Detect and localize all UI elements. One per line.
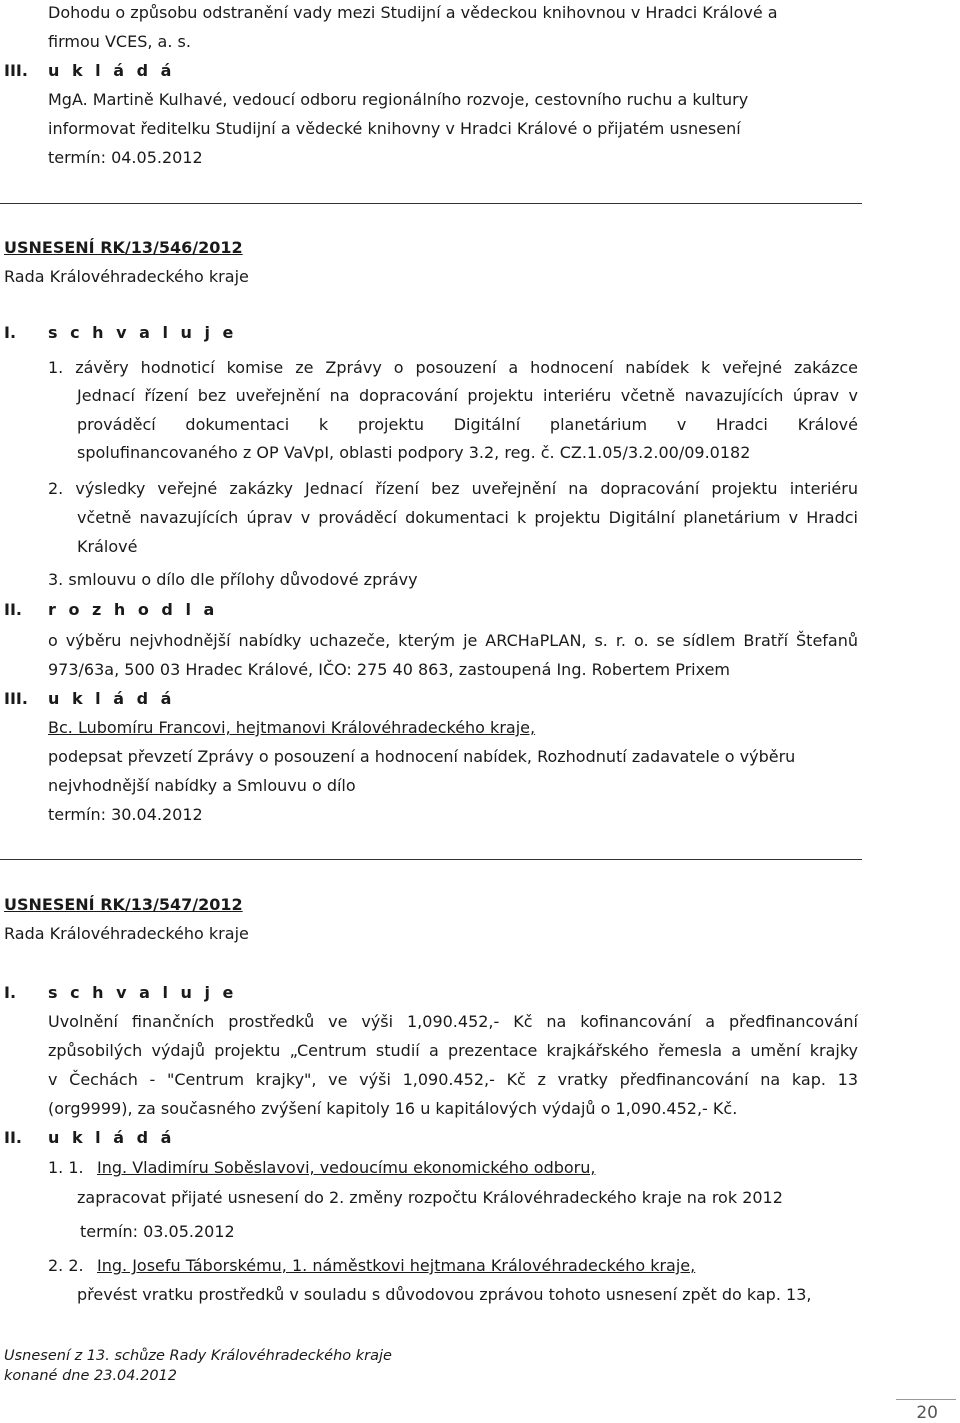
section-number: II. (4, 1128, 22, 1147)
text-line: Dohodu o způsobu odstranění vady mezi Studijní a vědeckou knihovnou v Hradci Králové a (48, 3, 778, 22)
page-number: 20 (916, 1403, 938, 1423)
section-verb: s c h v a l u j e (48, 323, 237, 342)
section-verb: u k l á d á (48, 61, 175, 80)
footer-line: konané dne 23.04.2012 (4, 1368, 178, 1384)
text-line: firmou VCES, a. s. (48, 32, 191, 51)
deadline: termín: 04.05.2012 (48, 148, 203, 167)
list-item-line: prováděcí dokumentaci k projektu Digitální planetárium v Hradci Králové (77, 415, 858, 434)
section-number: II. (4, 600, 22, 619)
resolution-body: Rada Královéhradeckého kraje (4, 267, 249, 286)
text-line: v Čechách - "Centrum krajky", ve výši 1,090.452,- Kč z vratky předfinancování na kap. 13 (48, 1070, 858, 1089)
resolution-heading: USNESENÍ RK/13/546/2012 (4, 238, 243, 257)
section-number: III. (4, 689, 28, 708)
list-item-line: Králové (77, 537, 138, 556)
section-verb: r o z h o d l a (48, 600, 218, 619)
section-verb: u k l á d á (48, 1128, 175, 1147)
assignee: Ing. Josefu Táborskému, 1. náměstkovi hejtmana Královéhradeckého kraje, (97, 1256, 696, 1275)
section-number: III. (4, 61, 28, 80)
list-item: 3. smlouvu o dílo dle přílohy důvodové zprávy (48, 570, 418, 589)
text-line: informovat ředitelku Studijní a vědecké knihovny v Hradci Králové o přijatém usnesení (48, 119, 741, 138)
page-number-rule (896, 1399, 956, 1400)
divider (0, 203, 862, 204)
list-item-line: včetně navazujících úprav v prováděcí dokumentaci k projektu Digitální planetárium v Hradci (77, 508, 858, 527)
text-line: 973/63a, 500 03 Hradec Králové, IČO: 275 40 863, zastoupená Ing. Robertem Prixem (48, 660, 730, 679)
list-number: 1. 1. (48, 1158, 84, 1177)
divider (0, 859, 862, 860)
section-number: I. (4, 323, 17, 342)
text-line: převést vratku prostředků v souladu s důvodovou zprávou tohoto usnesení zpět do kap. 13, (77, 1285, 812, 1304)
section-number: I. (4, 983, 17, 1002)
assignee: Ing. Vladimíru Soběslavovi, vedoucímu ekonomického odboru, (97, 1158, 596, 1177)
resolution-heading: USNESENÍ RK/13/547/2012 (4, 895, 243, 914)
list-item: 2. výsledky veřejné zakázky Jednací řízení bez uveřejnění na dopracování projektu interiéru (48, 479, 858, 498)
list-item-line: spolufinancovaného z OP VaVpI, oblasti podpory 3.2, reg. č. CZ.1.05/3.2.00/09.0182 (77, 443, 751, 462)
list-item: 1. závěry hodnoticí komise ze Zprávy o posouzení a hodnocení nabídek k veřejné zakázce (48, 358, 858, 377)
text-line: zapracovat přijaté usnesení do 2. změny rozpočtu Královéhradeckého kraje na rok 2012 (77, 1188, 783, 1207)
list-item-line: Jednací řízení bez uveřejnění na dopracování projektu interiéru včetně navazujících úprav v (77, 386, 858, 405)
footer-line: Usnesení z 13. schůze Rady Královéhradeckého kraje (4, 1348, 392, 1364)
text-line: (org9999), za současného zvýšení kapitoly 16 u kapitálových výdajů o 1,090.452,- Kč. (48, 1099, 738, 1118)
text-line: způsobilých výdajů projektu „Centrum studií a prezentace krajkářského řemesla a umění krajky (48, 1041, 858, 1060)
section-verb: u k l á d á (48, 689, 175, 708)
deadline: termín: 03.05.2012 (80, 1222, 235, 1241)
text-line: MgA. Martině Kulhavé, vedoucí odboru regionálního rozvoje, cestovního ruchu a kultury (48, 90, 749, 109)
section-verb: s c h v a l u j e (48, 983, 237, 1002)
text-line: o výběru nejvhodnější nabídky uchazeče, kterým je ARCHaPLAN, s. r. o. se sídlem Bratří Štefanů (48, 631, 858, 650)
assignee: Bc. Lubomíru Francovi, hejtmanovi Královéhradeckého kraje, (48, 718, 536, 737)
text-line: Uvolnění finančních prostředků ve výši 1,090.452,- Kč na kofinancování a předfinancování (48, 1012, 858, 1031)
text-line: podepsat převzetí Zprávy o posouzení a hodnocení nabídek, Rozhodnutí zadavatele o výběru (48, 747, 796, 766)
text-line: nejvhodnější nabídky a Smlouvu o dílo (48, 776, 356, 795)
resolution-body: Rada Královéhradeckého kraje (4, 924, 249, 943)
deadline: termín: 30.04.2012 (48, 805, 203, 824)
list-number: 2. 2. (48, 1256, 84, 1275)
